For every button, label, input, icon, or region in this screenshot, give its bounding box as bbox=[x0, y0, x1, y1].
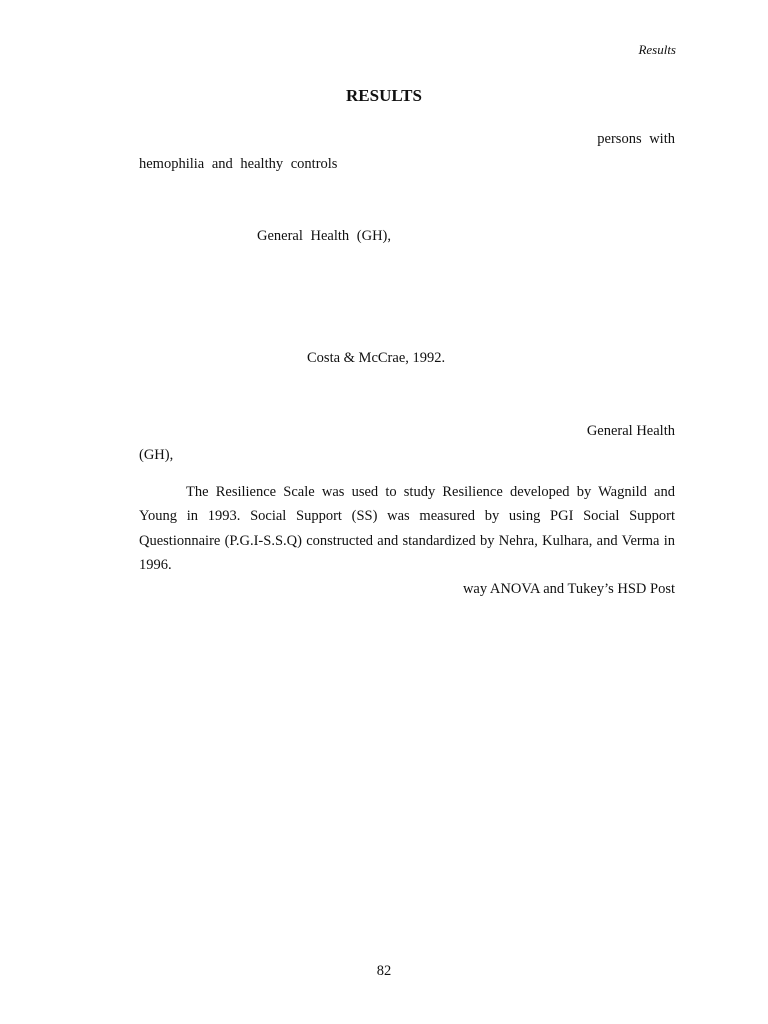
resilience-paragraph-text: The Resilience Scale was used to study Resilience developed by Wagnild and Young in 1993. Social Support (SS) was measured by using PGI Social Support Questionnaire (P.G.I-S.S.Q) constructed and standardized by Nehra, Kulhara, and Verma in 1996. bbox=[139, 484, 675, 573]
text-fragment-gh: (GH), bbox=[139, 447, 174, 463]
text-fragment-general-health: General Health (GH), bbox=[257, 228, 392, 244]
text-fragment-hemophilia: hemophilia and healthy controls bbox=[139, 156, 338, 172]
page-title: RESULTS bbox=[346, 86, 422, 105]
text-fragment-anova: way ANOVA and Tukey’s HSD Post bbox=[462, 581, 675, 597]
text-fragment-citation: Costa & McCrae, 1992. bbox=[307, 350, 446, 366]
text-fragment-persons-with: persons with bbox=[597, 131, 675, 147]
running-header: Results bbox=[638, 42, 676, 57]
text-fragment-general-health-right: General Health bbox=[586, 423, 675, 439]
page-number: 82 bbox=[376, 963, 392, 979]
resilience-paragraph bbox=[139, 480, 675, 577]
